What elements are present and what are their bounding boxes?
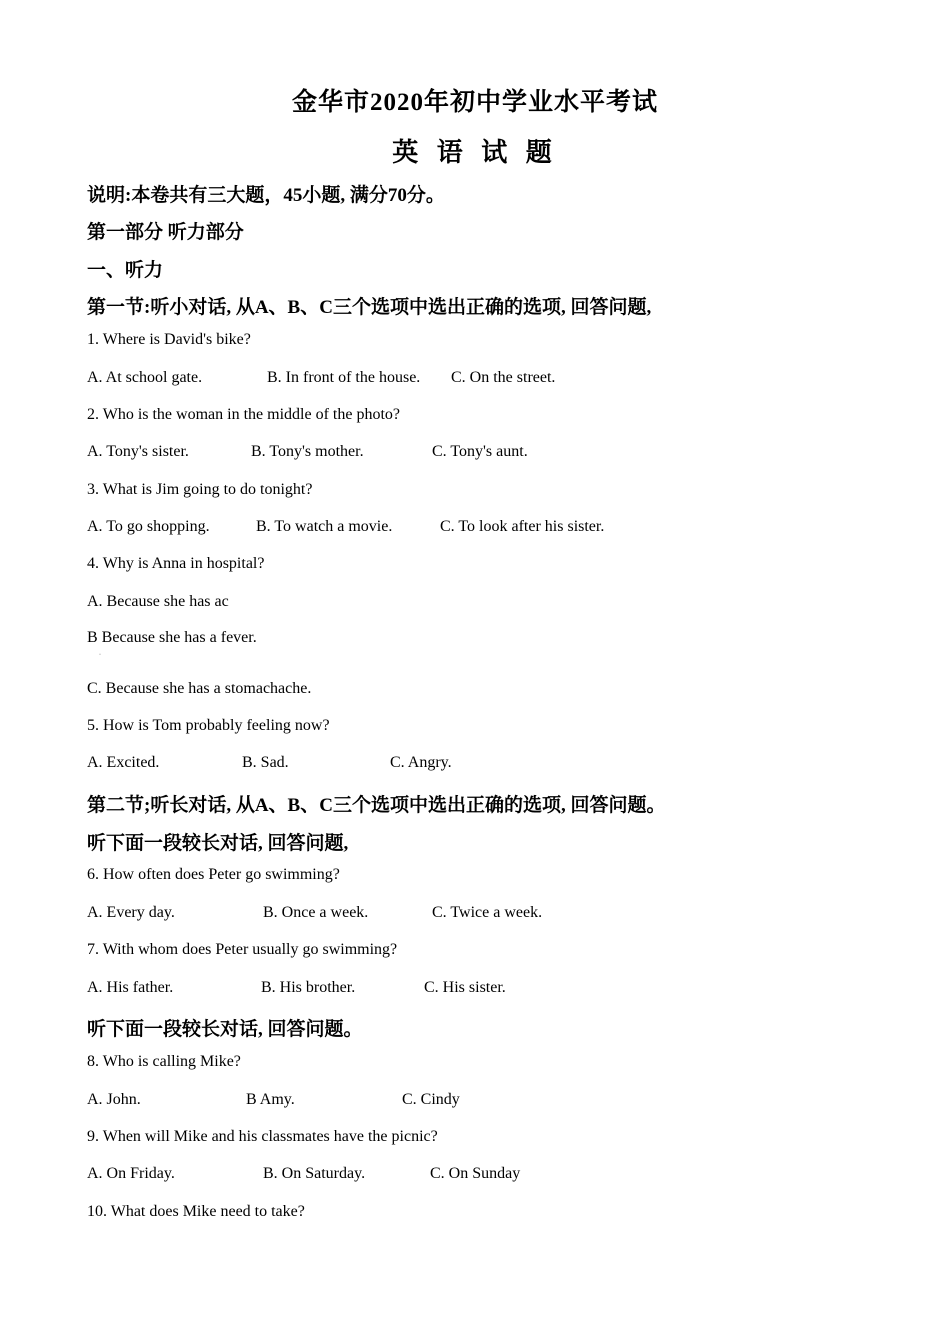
question-7-option-c: C. His sister. (424, 979, 506, 996)
section1-instruction: 第一节:听小对话, 从A、B、C三个选项中选出正确的选项, 回答问题, (87, 297, 652, 318)
question-4-option-c: C. Because she has a stomachache. (87, 680, 312, 697)
question-4-option-b: B Because she has a fever. (87, 629, 257, 646)
stray-dot: · (99, 652, 101, 658)
question-5-option-c: C. Angry. (390, 754, 452, 771)
question-7: 7. With whom does Peter usually go swimming? (87, 941, 398, 958)
question-3: 3. What is Jim going to do tonight? (87, 481, 313, 498)
question-1-option-a: A. At school gate. (87, 369, 203, 386)
question-3-option-a: A. To go shopping. (87, 518, 210, 535)
question-7-option-b: B. His brother. (261, 979, 356, 996)
question-3-option-b: B. To watch a movie. (256, 518, 393, 535)
dialogue-instruction-2: 听下面一段较长对话, 回答问题。 (87, 1019, 363, 1040)
question-4: 4. Why is Anna in hospital? (87, 555, 265, 572)
question-5-option-a: A. Excited. (87, 754, 160, 771)
part-heading: 第一部分 听力部分 (87, 222, 244, 243)
question-9-option-a: A. On Friday. (87, 1165, 175, 1182)
question-2-option-b: B. Tony's mother. (251, 443, 364, 460)
question-2-option-c: C. Tony's aunt. (432, 443, 528, 460)
question-8-option-b: B Amy. (246, 1091, 295, 1108)
question-6-option-b: B. Once a week. (263, 904, 369, 921)
question-9-option-b: B. On Saturday. (263, 1165, 366, 1182)
question-8: 8. Who is calling Mike? (87, 1053, 241, 1070)
question-8-option-a: A. John. (87, 1091, 141, 1108)
question-9-option-c: C. On Sunday (430, 1165, 521, 1182)
question-5-option-b: B. Sad. (242, 754, 289, 771)
question-6-option-c: C. Twice a week. (432, 904, 543, 921)
exam-title: 金华市2020年初中学业水平考试 (291, 89, 658, 116)
question-7-option-a: A. His father. (87, 979, 174, 996)
question-3-option-c: C. To look after his sister. (440, 518, 605, 535)
question-8-option-c: C. Cindy (402, 1091, 460, 1108)
section-heading: 一、听力 (87, 260, 164, 281)
question-6: 6. How often does Peter go swimming? (87, 866, 340, 883)
question-1-option-b: B. In front of the house. (267, 369, 421, 386)
question-1: 1. Where is David's bike? (87, 331, 251, 348)
exam-subtitle: 英 语 试 题 (392, 138, 558, 167)
question-2-option-a: A. Tony's sister. (87, 443, 189, 460)
question-10: 10. What does Mike need to take? (87, 1203, 305, 1220)
question-1-option-c: C. On the street. (451, 369, 556, 386)
question-6-option-a: A. Every day. (87, 904, 175, 921)
dialogue-instruction-1: 听下面一段较长对话, 回答问题, (87, 833, 349, 854)
question-4-option-a: A. Because she has ac (87, 593, 229, 610)
exam-note: 说明:本卷共有三大题，45小题, 满分70分。 (87, 185, 445, 206)
section2-instruction: 第二节;听长对话, 从A、B、C三个选项中选出正确的选项, 回答问题。 (87, 795, 666, 816)
question-5: 5. How is Tom probably feeling now? (87, 717, 330, 734)
question-2: 2. Who is the woman in the middle of the photo? (87, 406, 400, 423)
question-9: 9. When will Mike and his classmates have the picnic? (87, 1128, 438, 1145)
